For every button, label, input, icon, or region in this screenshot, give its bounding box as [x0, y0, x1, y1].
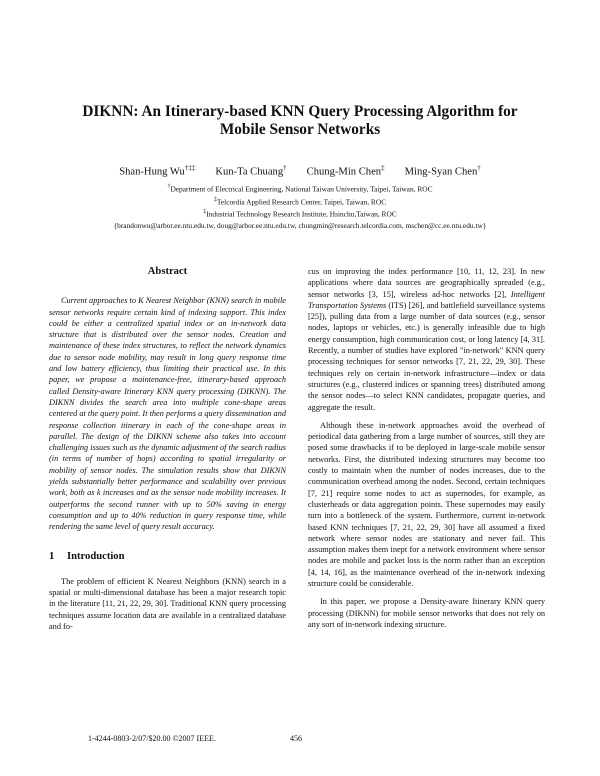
abstract-text: Current approaches to K Nearest Neighbor (KNN) search in mobile sensor networks require certain kind of indexing support. This index could be either a centralized spatial index or an in-network data structure that is distributed over the sensor nodes. Creation and maintenance of these index structures, to reflect the network dynamics due to sensor node mobility, may result in long query response time and low battery efficiency, thus limiting their practical use. In this paper, we propose a maintenance-free, itinerary-based approach called Density-aware Itinerary KNN query processing (DIKNN). The DIKNN divides the search area into multiple cone-shape areas centered at the query point. It then performs a query dissemination and response collection itinerary in each of the cone-shape areas in parallel. The design of the DIKNN scheme also takes into account challenging issues such as the dynamic adjustment of the search radius (in terms of number of hops) according to spatial irregularity or mobility of sensor nodes. The simulation results show that DIKNN yields substantially better performance and scalability over previous work, both as k increases and as the sensor node mobility increases. It outperforms the second runner with up to 50% saving in energy consumption and up to 40% reduction in query response time, while rendering the same level of query result accuracy.: [49, 296, 286, 532]
paragraph: The problem of efficient K Nearest Neighbors (KNN) search in a spatial or multi-dimensional database has been a major research topic in the literature [11, 21, 22, 29, 30]. Traditional KNN query processing techniques assume location data are available in a centralized database and fo-: [49, 576, 286, 632]
author: Kun-Ta Chuang†: [215, 164, 287, 178]
page-number: 456: [290, 734, 302, 743]
paragraph: Although these in-network approaches avoid the overhead of periodical data gathering from a large number of sources, still they are posed some drawbacks if to be deployed in large-scale mobile sensor networks. First, the distributed indexing structures may become too costly to maintain when the number of nodes increases, due to the communication overhead among the nodes. Second, certain techniques [7, 21] require some nodes to act as supernodes, for example, as clusterheads or data aggregation points. These supernodes may easily turn into a bottleneck of the system. Furthermore, current in-network based KNN techniques [7, 21, 22, 29, 30] have all assumed a fixed network where sensor nodes are stationary and never fail. This assumption makes them inept for a network environment where sensor nodes are mobile and packet loss is the norm rather than an exception [4, 14, 16], as the maintenance overhead of the in-network indexing structure could be considerable.: [308, 420, 545, 589]
author: Ming-Syan Chen†: [404, 164, 481, 178]
section-heading-introduction: [49, 551, 286, 562]
left-column: [49, 266, 286, 632]
affiliation: †Department of Electrical Engineering, National Taiwan University, Taipei, Taiwan, ROC: [167, 184, 433, 194]
introduction-body: [49, 576, 286, 632]
affiliation: ‡Industrial Technology Research Institute, Hsinchu,Taiwan, ROC: [203, 209, 397, 219]
section-title: Introduction: [67, 550, 125, 562]
abstract-heading: Abstract: [147, 266, 188, 277]
author-emails: {brandonwu@arbor.ee.ntu.edu.tw, doug@arbor.ee.ntu.edu.tw, chungmin@research.telcordia.com, mschen@cc.ee.ntu.edu.tw}: [113, 221, 487, 231]
abstract-body: [49, 295, 286, 532]
author: Shan-Hung Wu†‡‡: [119, 164, 196, 178]
section-number: 1: [49, 550, 55, 562]
author-list: [40, 161, 560, 180]
right-column: [308, 266, 545, 637]
affiliation: ‡Telcordia Applied Research Center, Taipei, Taiwan, ROC: [213, 196, 387, 207]
copyright-notice: 1-4244-0803-2/07/$20.00 ©2007 IEEE.: [88, 734, 216, 743]
author: Chung-Min Chen‡: [306, 164, 385, 178]
paper-title: DIKNN: An Itinerary-based KNN Query Processing Algorithm for Mobile Sensor Networks: [82, 103, 518, 138]
affiliations: [40, 182, 560, 231]
paragraph: In this paper, we propose a Density-aware Itinerary KNN query processing (DIKNN) for mobile sensor networks that does not rely on any sort of in-network indexing structure.: [308, 597, 545, 629]
paragraph: cus on improving the index performance [10, 11, 12, 23]. In new applications where data sources are geographically spreaded (e.g., sensor networks [3, 15], wireless ad-hoc networks [2], Intelligent Transportation Systems (ITS) [26], and battlefield surveillance systems [25]), pulling data from a large number of data sources (e.g., sensor nodes, laptops or vehicles, etc.) is generally infeasible due to high energy consumption, high communication cost, or long latency [4, 31]. Recently, a number of studies have explored "in-network" KNN query processing techniques for sensor networks [7, 21, 22, 29, 30]. These techniques rely on certain in-network infrastructure—index or data structures (e.g., clustered indices or spanning trees) distributed among the sensor nodes—to select KNN candidates, propagate queries, and aggregate the result.: [308, 267, 546, 412]
